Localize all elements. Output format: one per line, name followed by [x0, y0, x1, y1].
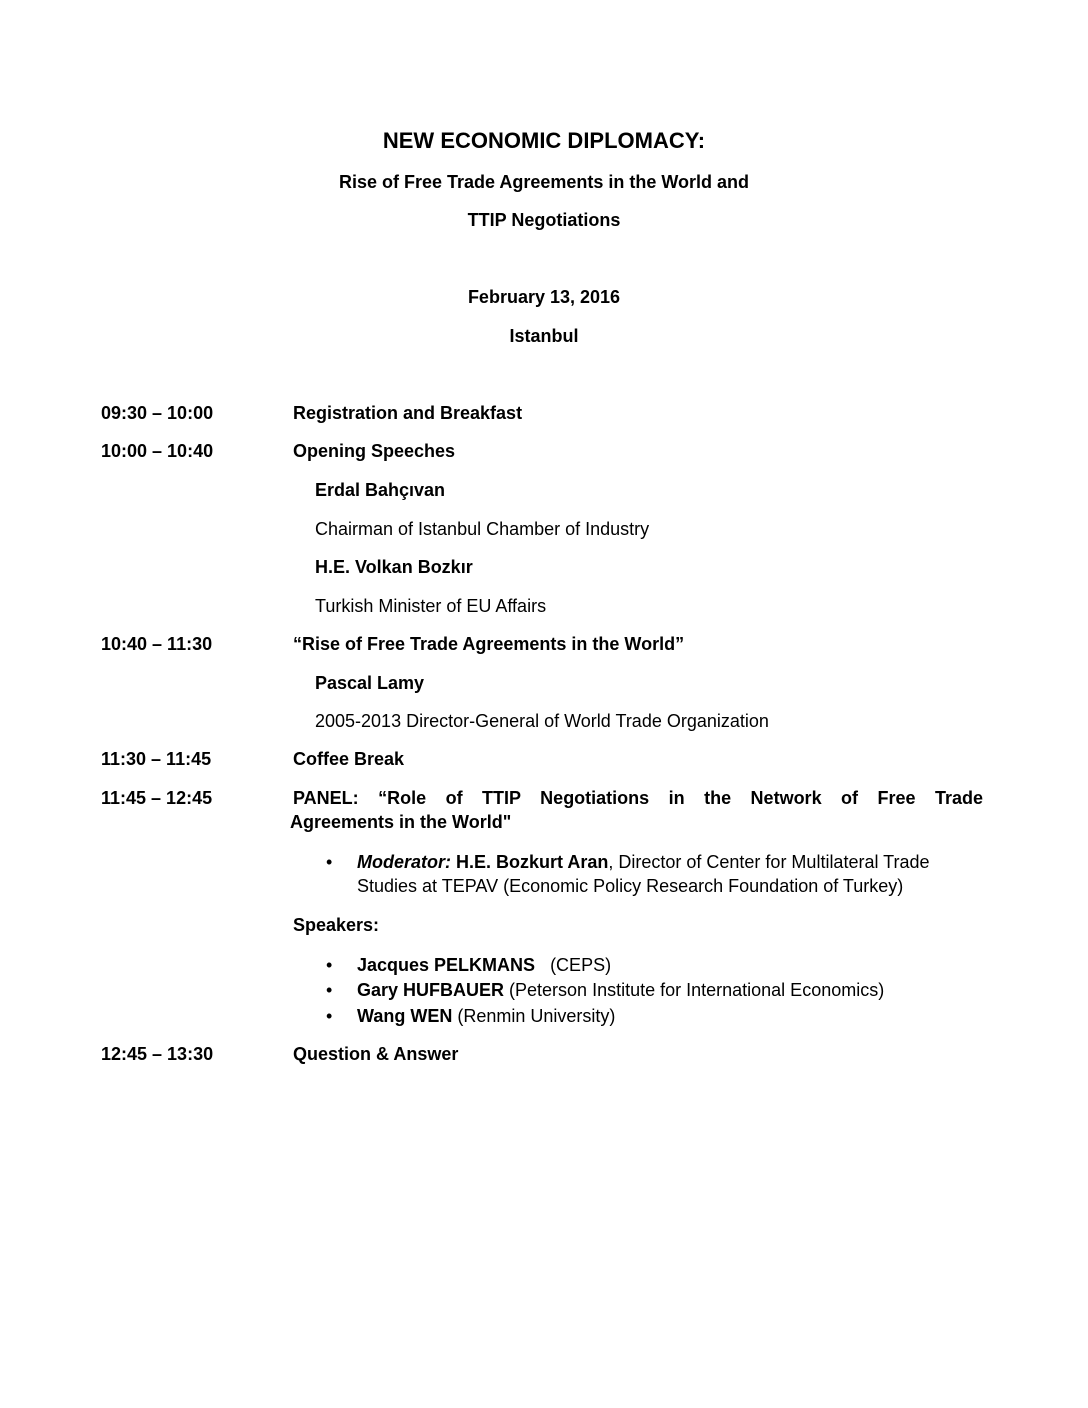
speaker-name: Pascal Lamy	[315, 673, 425, 693]
panelist-affiliation: (Peterson Institute for International Economics)	[504, 980, 885, 1000]
event-date: February 13, 2016	[467, 287, 621, 307]
panelist	[357, 1005, 615, 1027]
speaker-role: Chairman of Istanbul Chamber of Industry	[315, 519, 650, 539]
agenda-title: “Rise of Free Trade Agreements in the World”	[293, 634, 685, 654]
bullet: •	[326, 955, 333, 975]
document-title: NEW ECONOMIC DIPLOMACY:	[382, 128, 706, 153]
agenda-time: 11:45 – 12:45	[101, 788, 213, 808]
subtitle-line-1: Rise of Free Trade Agreements in the World and	[338, 172, 750, 192]
agenda-time: 11:30 – 11:45	[101, 749, 212, 769]
panelist-name: Jacques PELKMANS	[357, 955, 536, 975]
panelist	[357, 954, 611, 976]
panelist-name: Wang WEN	[357, 1006, 453, 1026]
agenda-title: Coffee Break	[293, 749, 405, 769]
moderator-line-1	[357, 851, 930, 873]
speaker-name: H.E. Volkan Bozkır	[315, 557, 473, 577]
panel-title-line-1: PANEL: “Role of TTIP Negotiations in the Network of Free Trade	[293, 788, 983, 808]
agenda-time: 09:30 – 10:00	[101, 403, 214, 423]
speaker-role: 2005-2013 Director-General of World Trade Organization	[315, 711, 769, 731]
agenda-title: Question & Answer	[293, 1044, 459, 1064]
agenda-title: Registration and Breakfast	[293, 403, 523, 423]
panel-title-line-2: Agreements in the World"	[290, 812, 512, 832]
event-location: Istanbul	[509, 326, 579, 346]
bullet: •	[326, 980, 333, 1000]
panelist-affiliation: (Renmin University)	[452, 1006, 616, 1026]
panelist	[357, 979, 884, 1001]
bullet: •	[326, 1006, 333, 1026]
panelist-name: Gary HUFBAUER	[357, 980, 505, 1000]
agenda-time: 12:45 – 13:30	[101, 1044, 214, 1064]
speakers-label: Speakers:	[293, 915, 380, 935]
bullet: •	[326, 852, 333, 872]
moderator-label: Moderator:	[357, 852, 451, 872]
moderator-desc: , Director of Center for Multilateral Trade	[608, 852, 930, 872]
agenda-time: 10:00 – 10:40	[101, 441, 214, 461]
panelist-affiliation: (CEPS)	[535, 955, 612, 975]
moderator-name: H.E. Bozkurt Aran	[456, 852, 609, 872]
moderator-line-2: Studies at TEPAV (Economic Policy Research Foundation of Turkey)	[357, 876, 904, 896]
agenda-time: 10:40 – 11:30	[101, 634, 213, 654]
agenda-title: Opening Speeches	[293, 441, 456, 461]
speaker-name: Erdal Bahçıvan	[315, 480, 446, 500]
speaker-role: Turkish Minister of EU Affairs	[315, 596, 547, 616]
subtitle-line-2: TTIP Negotiations	[467, 210, 621, 230]
